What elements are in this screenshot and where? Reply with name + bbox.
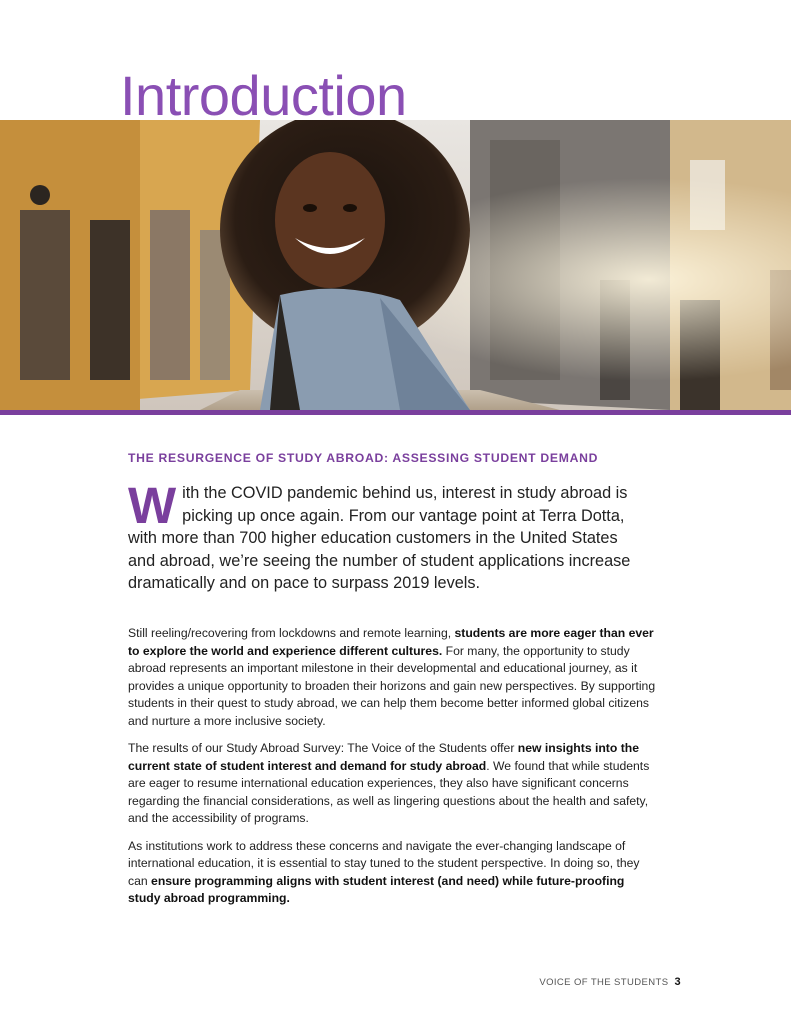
paragraph-3-text-a: As institutions work to address these concerns and navigate the ever-changing landscape of international education, it is essential to stay tuned to the student perspective. In doing so, they can <box>128 838 640 888</box>
paragraph-1-text-b: For many, the opportunity to study abroad represents an important milestone in their developmental and educational journey, as it provides a unique opportunity to broaden their horizons and gain new perspectives. By supporting students in their quest to study abroad, we can help them become better informed global citizens and nurture a more inclusive society. <box>128 643 656 728</box>
lead-text: ith the COVID pandemic behind us, interest in study abroad is picking up once again. From our vantage point at Terra Dotta, with more than 700 higher education customers in the United States and abroad, we’re seeing the number of student applications increase dramatically and on pace to surpass 2019 levels. <box>128 484 631 592</box>
section-subheading: THE RESURGENCE OF STUDY ABROAD: ASSESSING STUDENT DEMAND <box>128 451 599 465</box>
paragraph-2 <box>128 740 658 828</box>
body-text <box>128 625 658 917</box>
lead-paragraph <box>128 477 648 595</box>
hero-photo <box>0 120 791 410</box>
paragraph-1 <box>128 625 658 731</box>
page-title: Introduction <box>120 64 407 127</box>
paragraph-2-bold: new insights into the current state of student interest and demand for study abroad <box>128 741 639 773</box>
paragraph-3-bold: ensure programming aligns with student interest (and need) while future-proofing study abroad programming. <box>128 873 625 906</box>
footer-label: VOICE OF THE STUDENTS <box>539 977 669 988</box>
drop-cap: W <box>128 477 177 534</box>
paragraph-3 <box>128 838 658 908</box>
paragraph-2-text-b: . We found that while students are eager to resume international education experiences, they also have significant concerns regarding the financial considerations, as well as lingering questions about the health and safety, and the accessibility of programs. <box>128 758 650 826</box>
paragraph-1-bold: students are more eager than ever to explore the world and experience different cultures. <box>128 626 654 658</box>
page-footer <box>539 976 681 988</box>
paragraph-1-text-a: Still reeling/recovering from lockdowns and remote learning, <box>128 626 455 640</box>
paragraph-2-text-a: The results of our Study Abroad Survey: The Voice of the Students offer <box>128 741 518 756</box>
hero-divider-bar <box>0 410 791 415</box>
page-number: 3 <box>674 976 681 988</box>
